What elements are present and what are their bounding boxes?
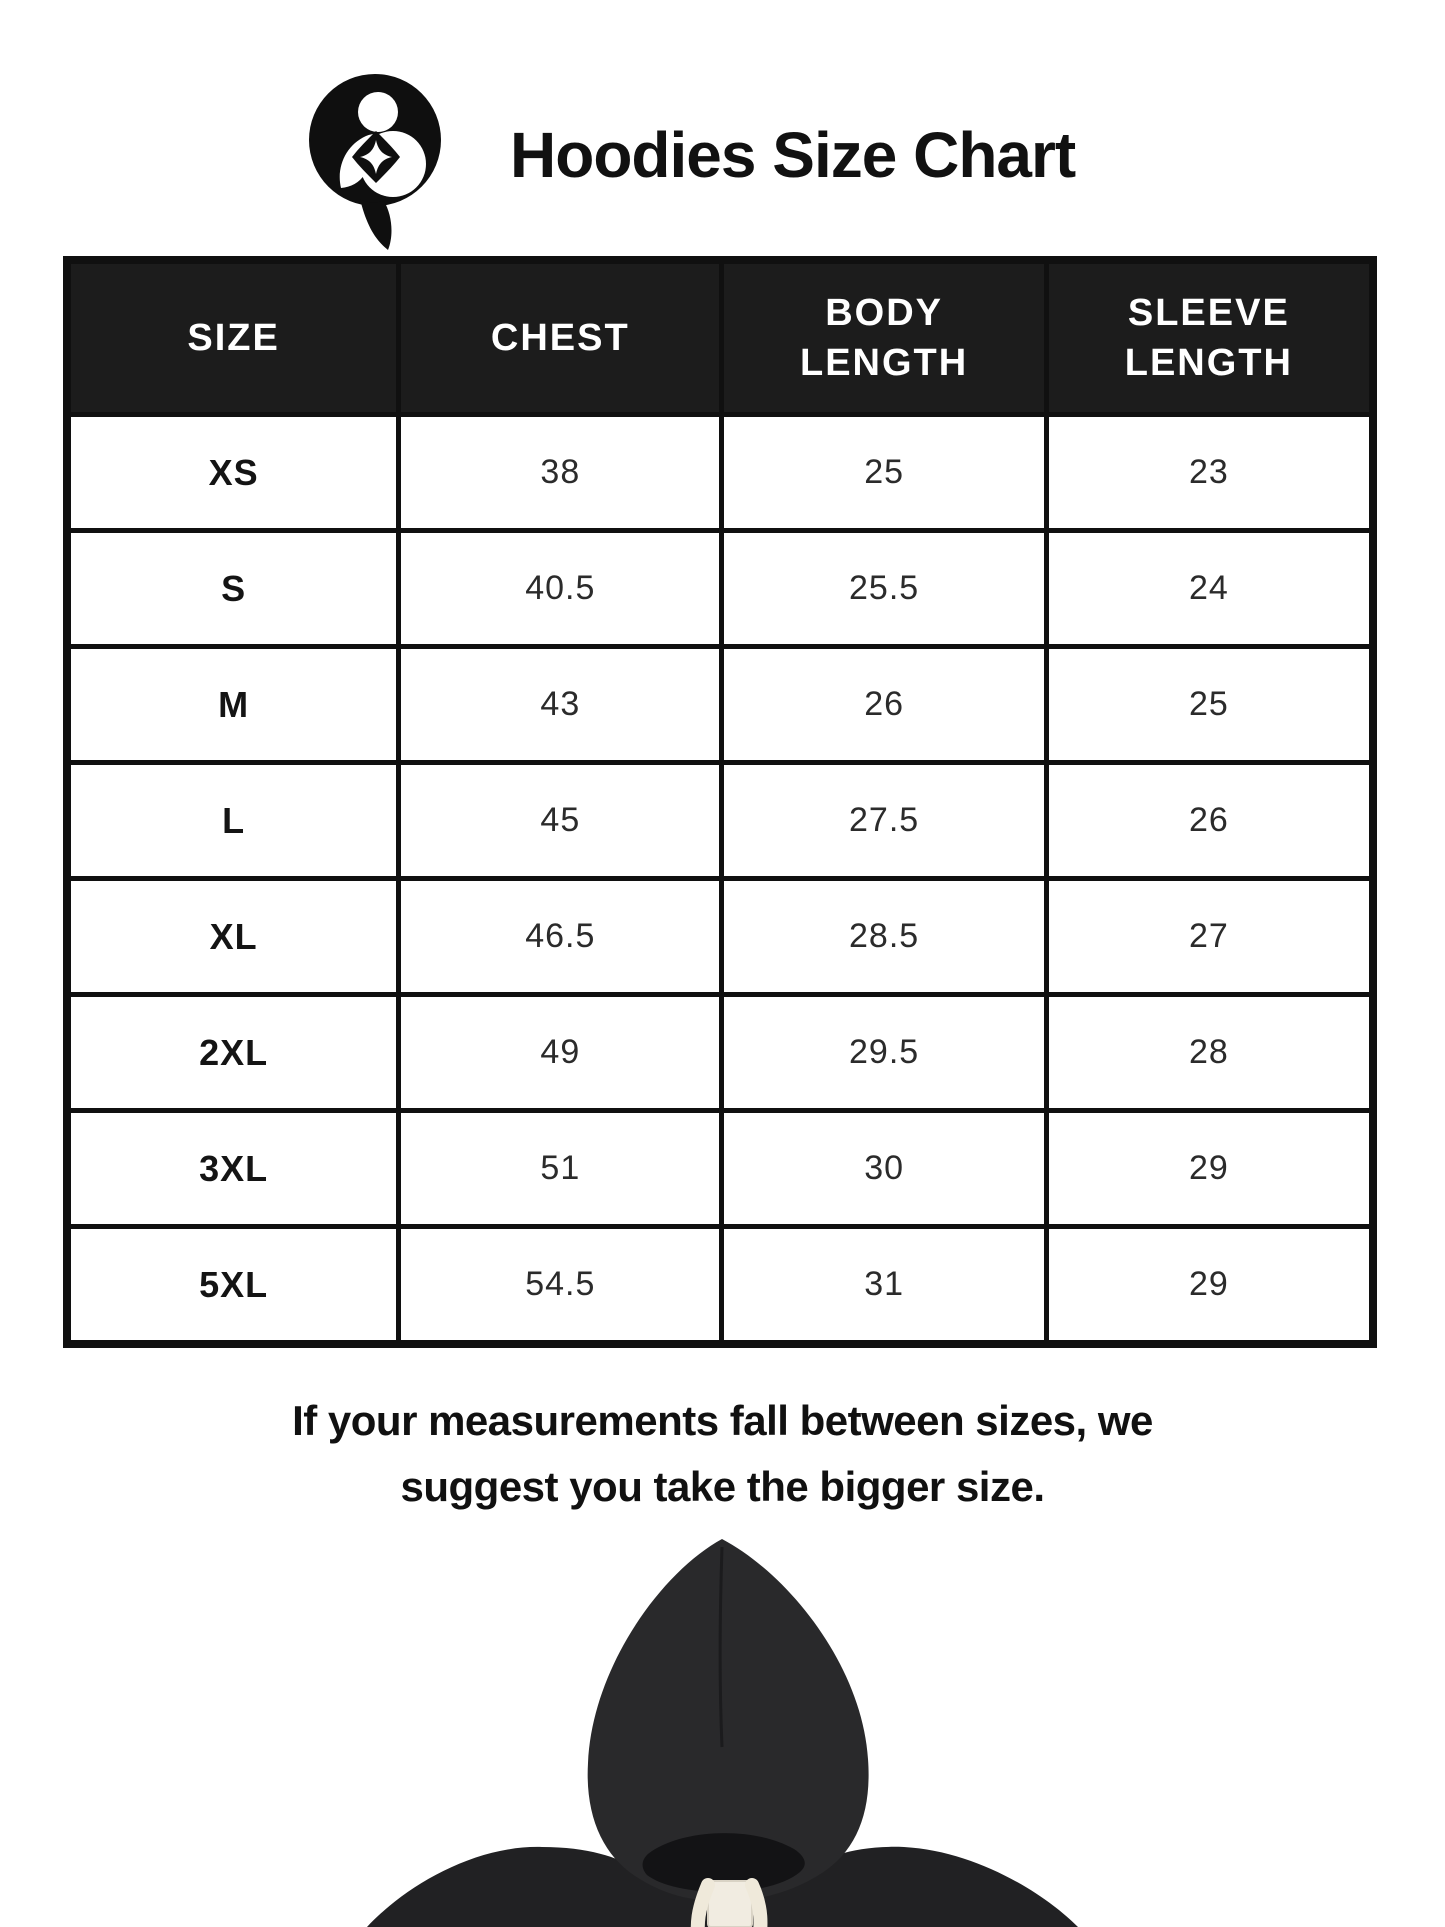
table-row-5xl-size: 5XL bbox=[71, 1229, 396, 1340]
sizing-note-line-2: suggest you take the bigger size. bbox=[400, 1463, 1045, 1510]
table-row-m-body-length: 26 bbox=[724, 649, 1043, 760]
table-row-l-chest: 45 bbox=[401, 765, 719, 876]
table-row-2xl-sleeve-length: 28 bbox=[1049, 997, 1369, 1108]
sizing-note bbox=[0, 1388, 1445, 1520]
column-header-body-length: BODY LENGTH bbox=[724, 264, 1043, 412]
table-row-m-size: M bbox=[71, 649, 396, 760]
table-row-xs-chest: 38 bbox=[401, 417, 719, 528]
table-row-xl-chest: 46.5 bbox=[401, 881, 719, 992]
table-row-xl-sleeve-length: 27 bbox=[1049, 881, 1369, 992]
table-row-xs-body-length: 25 bbox=[724, 417, 1043, 528]
table-row-l-body-length: 27.5 bbox=[724, 765, 1043, 876]
table-row-xl-size: XL bbox=[71, 881, 396, 992]
table-row-s-sleeve-length: 24 bbox=[1049, 533, 1369, 644]
table-row-5xl-body-length: 31 bbox=[724, 1229, 1043, 1340]
table-row-xs-sleeve-length: 23 bbox=[1049, 417, 1369, 528]
table-row-m-sleeve-length: 25 bbox=[1049, 649, 1369, 760]
table-row-xl-body-length: 28.5 bbox=[724, 881, 1043, 992]
table-row-5xl-chest: 54.5 bbox=[401, 1229, 719, 1340]
table-row-l-size: L bbox=[71, 765, 396, 876]
table-row-2xl-size: 2XL bbox=[71, 997, 396, 1108]
page-title: Hoodies Size Chart bbox=[510, 119, 1076, 191]
table-row-l-sleeve-length: 26 bbox=[1049, 765, 1369, 876]
size-table bbox=[63, 256, 1377, 1348]
sizing-note-line-1: If your measurements fall between sizes, we bbox=[292, 1397, 1153, 1444]
table-row-s-size: S bbox=[71, 533, 396, 644]
hoodie-product-image bbox=[342, 1527, 1102, 1927]
table-row-3xl-body-length: 30 bbox=[724, 1113, 1043, 1224]
column-header-chest: CHEST bbox=[401, 264, 719, 412]
table-row-3xl-sleeve-length: 29 bbox=[1049, 1113, 1369, 1224]
table-row-xs-size: XS bbox=[71, 417, 396, 528]
column-header-sleeve-length: SLEEVE LENGTH bbox=[1049, 264, 1369, 412]
table-row-2xl-body-length: 29.5 bbox=[724, 997, 1043, 1108]
column-header-size: SIZE bbox=[71, 264, 396, 412]
brand-logo-icon bbox=[308, 73, 442, 253]
table-row-5xl-sleeve-length: 29 bbox=[1049, 1229, 1369, 1340]
table-row-2xl-chest: 49 bbox=[401, 997, 719, 1108]
table-row-s-body-length: 25.5 bbox=[724, 533, 1043, 644]
neck-label bbox=[708, 1881, 752, 1927]
table-row-s-chest: 40.5 bbox=[401, 533, 719, 644]
table-row-3xl-chest: 51 bbox=[401, 1113, 719, 1224]
table-row-m-chest: 43 bbox=[401, 649, 719, 760]
table-row-3xl-size: 3XL bbox=[71, 1113, 396, 1224]
